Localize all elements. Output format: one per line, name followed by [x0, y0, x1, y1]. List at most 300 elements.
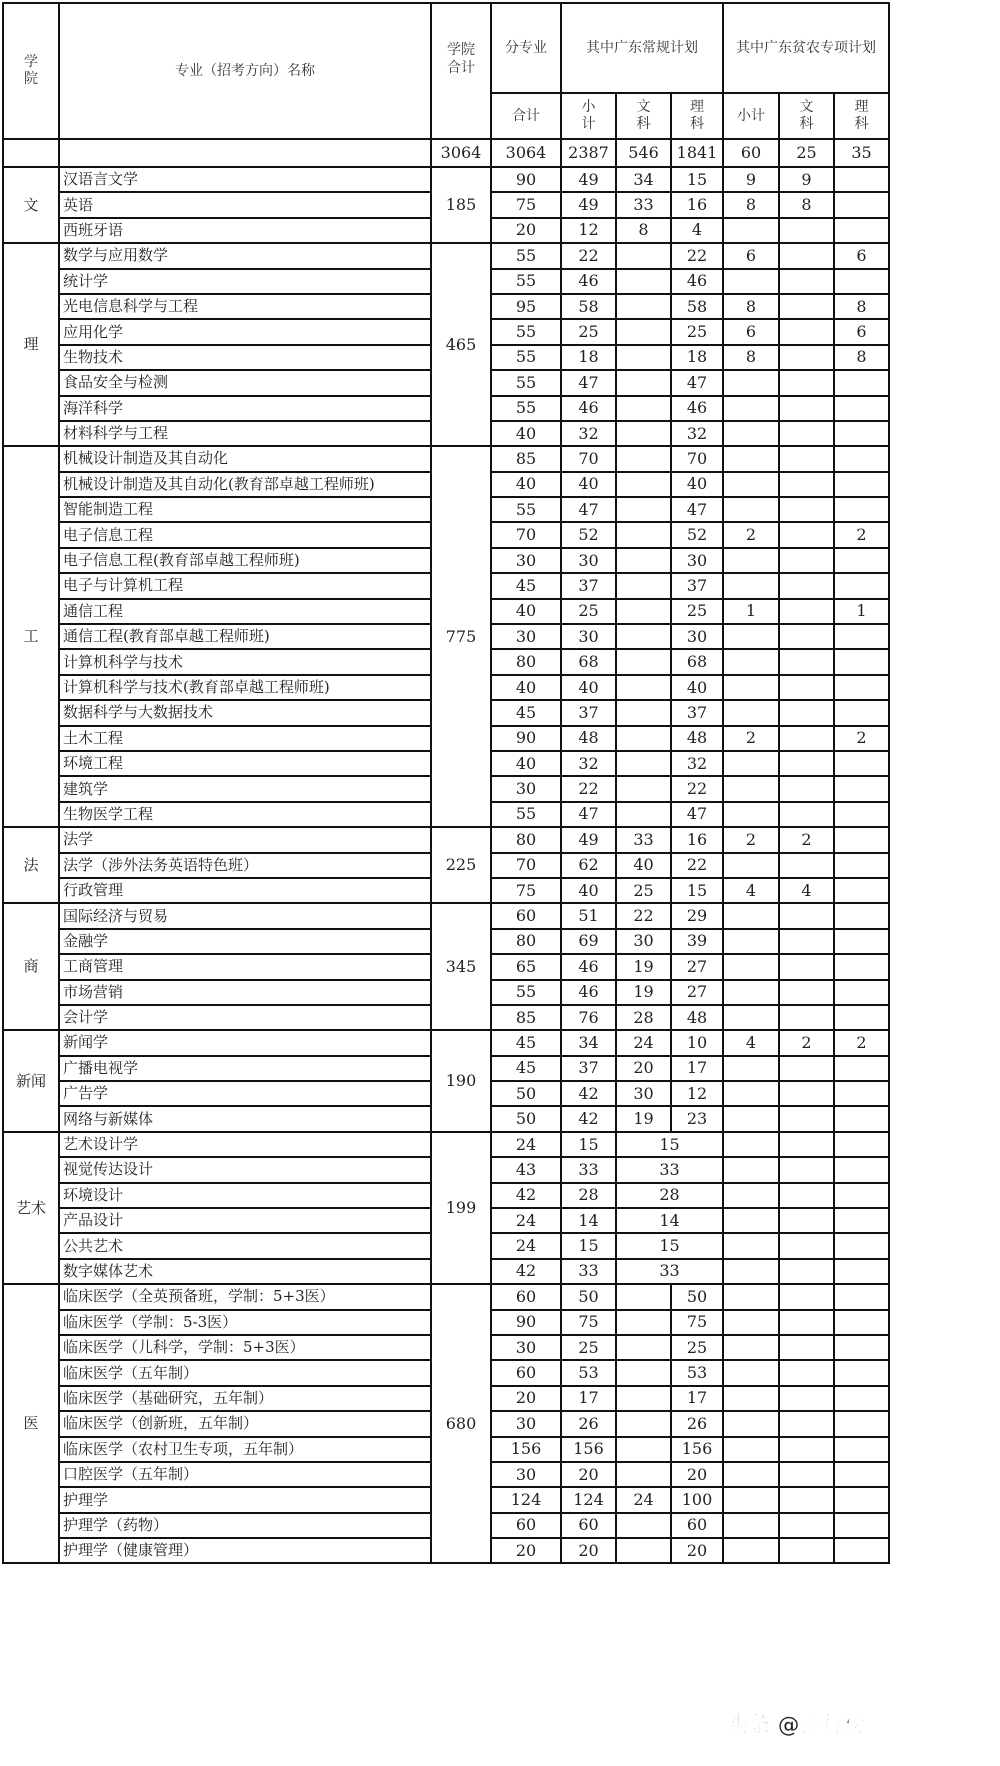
poverty-science	[834, 396, 889, 421]
poverty-science	[834, 751, 889, 776]
grand-regular-subtotal: 2387	[561, 139, 616, 167]
regular-subtotal: 20	[561, 1538, 616, 1563]
regular-science: 20	[671, 1538, 723, 1563]
major-total: 124	[491, 1487, 561, 1512]
regular-arts: 30	[616, 1081, 671, 1106]
regular-science: 10	[671, 1030, 723, 1055]
regular-arts	[616, 776, 671, 801]
regular-arts	[616, 1513, 671, 1538]
poverty-arts	[779, 1183, 834, 1208]
poverty-science: 6	[834, 243, 889, 268]
poverty-science	[834, 827, 889, 852]
poverty-science	[834, 980, 889, 1005]
regular-arts	[616, 1310, 671, 1335]
major-total: 24	[491, 1233, 561, 1258]
poverty-subtotal	[723, 1462, 779, 1487]
poverty-science	[834, 446, 889, 471]
poverty-arts	[779, 1056, 834, 1081]
regular-science: 22	[671, 776, 723, 801]
table-row	[3, 827, 889, 852]
major-name: 西班牙语	[59, 218, 431, 243]
major-total: 85	[491, 446, 561, 471]
regular-science: 20	[671, 1462, 723, 1487]
poverty-arts	[779, 1538, 834, 1563]
poverty-subtotal	[723, 700, 779, 725]
poverty-science	[834, 1411, 889, 1436]
regular-subtotal: 30	[561, 624, 616, 649]
regular-science: 39	[671, 929, 723, 954]
regular-arts-science-merged: 15	[616, 1132, 723, 1157]
poverty-arts	[779, 726, 834, 751]
regular-arts	[616, 675, 671, 700]
major-total: 42	[491, 1183, 561, 1208]
poverty-science	[834, 1437, 889, 1462]
regular-subtotal: 14	[561, 1208, 616, 1233]
regular-subtotal: 26	[561, 1411, 616, 1436]
poverty-arts	[779, 751, 834, 776]
regular-arts	[616, 1335, 671, 1360]
regular-science: 47	[671, 802, 723, 827]
major-name: 智能制造工程	[59, 497, 431, 522]
poverty-arts	[779, 1360, 834, 1385]
poverty-arts	[779, 929, 834, 954]
poverty-science	[834, 853, 889, 878]
poverty-subtotal	[723, 1538, 779, 1563]
regular-subtotal: 68	[561, 649, 616, 674]
major-total: 55	[491, 345, 561, 370]
major-name: 法学（涉外法务英语特色班）	[59, 853, 431, 878]
regular-subtotal: 49	[561, 167, 616, 192]
regular-arts	[616, 700, 671, 725]
header-regular-plan: 其中广东常规计划	[561, 3, 723, 93]
regular-science: 52	[671, 522, 723, 547]
regular-subtotal: 76	[561, 1005, 616, 1030]
poverty-subtotal	[723, 1106, 779, 1131]
regular-arts	[616, 522, 671, 547]
poverty-arts	[779, 294, 834, 319]
major-name: 临床医学（五年制）	[59, 1360, 431, 1385]
poverty-science	[834, 167, 889, 192]
poverty-science	[834, 1360, 889, 1385]
poverty-science	[834, 1284, 889, 1309]
regular-arts	[616, 1437, 671, 1462]
poverty-subtotal	[723, 1310, 779, 1335]
major-name: 临床医学（儿科学，学制：5+3医）	[59, 1335, 431, 1360]
poverty-subtotal	[723, 649, 779, 674]
poverty-arts	[779, 700, 834, 725]
poverty-science: 2	[834, 726, 889, 751]
regular-subtotal: 32	[561, 421, 616, 446]
regular-arts	[616, 1284, 671, 1309]
major-name: 新闻学	[59, 1030, 431, 1055]
major-total: 24	[491, 1132, 561, 1157]
major-name: 护理学（健康管理）	[59, 1538, 431, 1563]
poverty-subtotal	[723, 1183, 779, 1208]
poverty-arts	[779, 1411, 834, 1436]
major-total: 30	[491, 548, 561, 573]
regular-science: 40	[671, 675, 723, 700]
poverty-science	[834, 1487, 889, 1512]
poverty-science: 8	[834, 294, 889, 319]
major-name: 英语	[59, 192, 431, 217]
regular-subtotal: 46	[561, 269, 616, 294]
regular-science: 60	[671, 1513, 723, 1538]
poverty-subtotal	[723, 370, 779, 395]
regular-science: 22	[671, 243, 723, 268]
regular-arts	[616, 472, 671, 497]
header-poverty-arts-label: 文科	[799, 98, 814, 132]
regular-subtotal: 37	[561, 1056, 616, 1081]
poverty-arts	[779, 396, 834, 421]
major-total: 55	[491, 396, 561, 421]
poverty-subtotal	[723, 929, 779, 954]
poverty-subtotal	[723, 1056, 779, 1081]
major-total: 80	[491, 649, 561, 674]
poverty-science	[834, 1183, 889, 1208]
poverty-arts	[779, 1106, 834, 1131]
poverty-subtotal	[723, 421, 779, 446]
regular-subtotal: 46	[561, 396, 616, 421]
regular-arts	[616, 269, 671, 294]
total-college-empty	[3, 139, 59, 167]
poverty-science	[834, 675, 889, 700]
major-total: 70	[491, 853, 561, 878]
regular-arts	[616, 446, 671, 471]
poverty-science	[834, 1208, 889, 1233]
regular-science: 25	[671, 319, 723, 344]
poverty-subtotal: 2	[723, 827, 779, 852]
regular-science: 30	[671, 624, 723, 649]
regular-arts: 8	[616, 218, 671, 243]
poverty-science	[834, 269, 889, 294]
poverty-subtotal	[723, 675, 779, 700]
major-total: 75	[491, 192, 561, 217]
major-name: 生物医学工程	[59, 802, 431, 827]
major-name: 网络与新媒体	[59, 1106, 431, 1131]
major-name: 口腔医学（五年制）	[59, 1462, 431, 1487]
poverty-arts	[779, 1259, 834, 1284]
major-total: 85	[491, 1005, 561, 1030]
regular-subtotal: 47	[561, 370, 616, 395]
regular-science: 37	[671, 573, 723, 598]
poverty-subtotal	[723, 548, 779, 573]
regular-arts: 25	[616, 878, 671, 903]
regular-subtotal: 50	[561, 1284, 616, 1309]
major-name: 机械设计制造及其自动化(教育部卓越工程师班)	[59, 472, 431, 497]
header-major-name: 专业（招考方向）名称	[59, 3, 431, 139]
poverty-arts	[779, 1132, 834, 1157]
regular-subtotal: 37	[561, 700, 616, 725]
regular-science: 68	[671, 649, 723, 674]
regular-arts	[616, 1411, 671, 1436]
poverty-science	[834, 1233, 889, 1258]
poverty-subtotal	[723, 1513, 779, 1538]
poverty-subtotal	[723, 497, 779, 522]
header-regular-arts-label: 文科	[636, 98, 651, 132]
college-total: 345	[431, 903, 491, 1030]
poverty-science	[834, 878, 889, 903]
grand-total-row	[3, 139, 889, 167]
poverty-subtotal	[723, 903, 779, 928]
poverty-subtotal: 2	[723, 522, 779, 547]
header-regular-science	[671, 93, 723, 139]
regular-subtotal: 28	[561, 1183, 616, 1208]
major-name: 法学	[59, 827, 431, 852]
poverty-subtotal	[723, 776, 779, 801]
header-poverty-science	[834, 93, 889, 139]
regular-arts: 19	[616, 954, 671, 979]
poverty-subtotal: 8	[723, 192, 779, 217]
major-total: 40	[491, 421, 561, 446]
regular-science: 100	[671, 1487, 723, 1512]
major-total: 24	[491, 1208, 561, 1233]
poverty-subtotal: 6	[723, 243, 779, 268]
poverty-arts	[779, 370, 834, 395]
poverty-subtotal	[723, 751, 779, 776]
major-name: 护理学（药物）	[59, 1513, 431, 1538]
poverty-science	[834, 497, 889, 522]
regular-subtotal: 124	[561, 1487, 616, 1512]
regular-science: 27	[671, 954, 723, 979]
poverty-science: 2	[834, 522, 889, 547]
poverty-science	[834, 776, 889, 801]
regular-science: 15	[671, 878, 723, 903]
poverty-science	[834, 192, 889, 217]
major-name: 艺术设计学	[59, 1132, 431, 1157]
regular-subtotal: 42	[561, 1081, 616, 1106]
poverty-arts: 2	[779, 1030, 834, 1055]
regular-science: 32	[671, 421, 723, 446]
poverty-subtotal	[723, 1386, 779, 1411]
major-name: 广播电视学	[59, 1056, 431, 1081]
major-name: 数据科学与大数据技术	[59, 700, 431, 725]
major-name: 电子信息工程(教育部卓越工程师班)	[59, 548, 431, 573]
regular-subtotal: 47	[561, 497, 616, 522]
major-name: 临床医学（基础研究，五年制）	[59, 1386, 431, 1411]
poverty-arts	[779, 1157, 834, 1182]
regular-subtotal: 58	[561, 294, 616, 319]
regular-science: 37	[671, 700, 723, 725]
major-name: 统计学	[59, 269, 431, 294]
poverty-science	[834, 802, 889, 827]
regular-subtotal: 33	[561, 1157, 616, 1182]
regular-arts: 30	[616, 929, 671, 954]
college-total: 190	[431, 1030, 491, 1132]
major-name: 食品安全与检测	[59, 370, 431, 395]
major-name: 金融学	[59, 929, 431, 954]
poverty-science	[834, 1386, 889, 1411]
college-name: 工	[3, 446, 59, 827]
major-total: 80	[491, 929, 561, 954]
major-name: 临床医学（农村卫生专项，五年制）	[59, 1437, 431, 1462]
poverty-science	[834, 954, 889, 979]
poverty-subtotal: 6	[723, 319, 779, 344]
regular-science: 58	[671, 294, 723, 319]
major-total: 40	[491, 599, 561, 624]
regular-arts	[616, 370, 671, 395]
header-major-total: 合计	[491, 93, 561, 139]
poverty-subtotal	[723, 1284, 779, 1309]
major-name: 广告学	[59, 1081, 431, 1106]
major-name: 数字媒体艺术	[59, 1259, 431, 1284]
poverty-subtotal: 4	[723, 878, 779, 903]
poverty-arts	[779, 624, 834, 649]
major-total: 43	[491, 1157, 561, 1182]
regular-science: 18	[671, 345, 723, 370]
regular-arts	[616, 751, 671, 776]
poverty-subtotal	[723, 1437, 779, 1462]
table-row	[3, 903, 889, 928]
major-total: 95	[491, 294, 561, 319]
table-row	[3, 1132, 889, 1157]
regular-arts: 40	[616, 853, 671, 878]
poverty-science	[834, 649, 889, 674]
poverty-arts	[779, 1462, 834, 1487]
regular-arts: 22	[616, 903, 671, 928]
regular-subtotal: 22	[561, 243, 616, 268]
regular-subtotal: 18	[561, 345, 616, 370]
regular-arts: 19	[616, 980, 671, 1005]
regular-science: 48	[671, 726, 723, 751]
header-college-total-label: 学院合计	[447, 42, 475, 76]
college-total: 185	[431, 167, 491, 243]
regular-subtotal: 60	[561, 1513, 616, 1538]
college-name: 法	[3, 827, 59, 903]
poverty-science	[834, 472, 889, 497]
major-total: 20	[491, 218, 561, 243]
regular-arts	[616, 624, 671, 649]
major-total: 55	[491, 269, 561, 294]
header-college-label: 学院	[24, 53, 38, 87]
major-total: 65	[491, 954, 561, 979]
poverty-subtotal	[723, 1360, 779, 1385]
major-total: 30	[491, 1335, 561, 1360]
table-row	[3, 1284, 889, 1309]
regular-subtotal: 40	[561, 675, 616, 700]
regular-arts	[616, 802, 671, 827]
regular-subtotal: 51	[561, 903, 616, 928]
header-by-major: 分专业	[491, 3, 561, 93]
poverty-arts	[779, 675, 834, 700]
regular-subtotal: 62	[561, 853, 616, 878]
table-body	[3, 139, 889, 1563]
header-poverty-arts	[779, 93, 834, 139]
poverty-subtotal: 9	[723, 167, 779, 192]
poverty-science	[834, 1157, 889, 1182]
college-name: 商	[3, 903, 59, 1030]
major-total: 30	[491, 1411, 561, 1436]
poverty-subtotal	[723, 853, 779, 878]
regular-subtotal: 33	[561, 1259, 616, 1284]
regular-arts	[616, 1386, 671, 1411]
regular-subtotal: 46	[561, 980, 616, 1005]
major-name: 临床医学（全英预备班，学制：5+3医）	[59, 1284, 431, 1309]
poverty-science	[834, 929, 889, 954]
header-poverty-plan: 其中广东贫农专项计划	[723, 3, 889, 93]
poverty-science	[834, 1106, 889, 1131]
poverty-subtotal: 4	[723, 1030, 779, 1055]
regular-subtotal: 25	[561, 599, 616, 624]
poverty-subtotal	[723, 1081, 779, 1106]
regular-subtotal: 53	[561, 1360, 616, 1385]
regular-science: 26	[671, 1411, 723, 1436]
regular-arts	[616, 726, 671, 751]
poverty-subtotal	[723, 1233, 779, 1258]
regular-arts	[616, 1462, 671, 1487]
poverty-subtotal	[723, 954, 779, 979]
poverty-subtotal	[723, 1132, 779, 1157]
poverty-subtotal	[723, 269, 779, 294]
major-total: 70	[491, 522, 561, 547]
regular-arts: 20	[616, 1056, 671, 1081]
poverty-arts	[779, 1310, 834, 1335]
major-name: 护理学	[59, 1487, 431, 1512]
major-total: 50	[491, 1106, 561, 1131]
poverty-subtotal: 8	[723, 345, 779, 370]
college-total: 465	[431, 243, 491, 446]
poverty-science: 6	[834, 319, 889, 344]
grand-major-total: 3064	[491, 139, 561, 167]
regular-subtotal: 32	[561, 751, 616, 776]
major-name: 电子信息工程	[59, 522, 431, 547]
table-row	[3, 446, 889, 471]
regular-arts	[616, 1538, 671, 1563]
major-total: 45	[491, 1056, 561, 1081]
regular-science: 4	[671, 218, 723, 243]
poverty-subtotal: 1	[723, 599, 779, 624]
poverty-arts	[779, 853, 834, 878]
poverty-arts	[779, 1233, 834, 1258]
regular-arts	[616, 294, 671, 319]
header-regular-arts	[616, 93, 671, 139]
regular-subtotal: 46	[561, 954, 616, 979]
regular-arts	[616, 1360, 671, 1385]
poverty-science	[834, 1081, 889, 1106]
poverty-arts	[779, 1386, 834, 1411]
poverty-arts	[779, 446, 834, 471]
grand-regular-science: 1841	[671, 139, 723, 167]
major-name: 海洋科学	[59, 396, 431, 421]
regular-science: 22	[671, 853, 723, 878]
poverty-arts	[779, 421, 834, 446]
poverty-science: 8	[834, 345, 889, 370]
poverty-science: 2	[834, 1030, 889, 1055]
major-name: 通信工程(教育部卓越工程师班)	[59, 624, 431, 649]
regular-subtotal: 156	[561, 1437, 616, 1462]
regular-arts	[616, 573, 671, 598]
regular-subtotal: 49	[561, 192, 616, 217]
major-total: 90	[491, 726, 561, 751]
poverty-arts	[779, 954, 834, 979]
regular-subtotal: 75	[561, 1310, 616, 1335]
regular-arts	[616, 345, 671, 370]
poverty-arts	[779, 1005, 834, 1030]
poverty-arts: 4	[779, 878, 834, 903]
poverty-arts	[779, 1487, 834, 1512]
regular-science: 47	[671, 370, 723, 395]
poverty-arts	[779, 218, 834, 243]
regular-arts	[616, 243, 671, 268]
major-total: 45	[491, 573, 561, 598]
poverty-subtotal	[723, 446, 779, 471]
regular-science: 47	[671, 497, 723, 522]
poverty-arts	[779, 573, 834, 598]
header-regular-subtotal-label: 小计	[581, 98, 596, 132]
poverty-arts	[779, 522, 834, 547]
regular-arts: 33	[616, 827, 671, 852]
regular-science: 70	[671, 446, 723, 471]
regular-science: 27	[671, 980, 723, 1005]
